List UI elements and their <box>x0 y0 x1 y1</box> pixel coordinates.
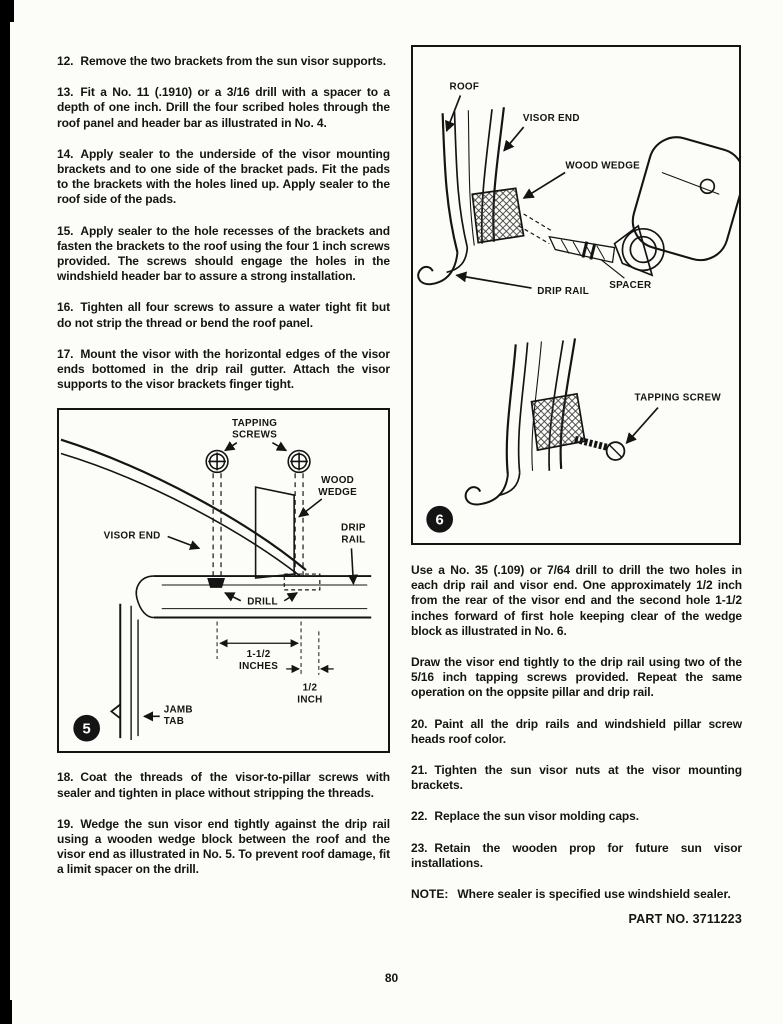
step-number: 17. <box>57 346 74 361</box>
step-number: 23. <box>411 840 428 855</box>
fig5-label-drip-rail: RAIL <box>341 534 366 546</box>
para-drill-holes <box>411 563 742 639</box>
right-column <box>411 45 742 926</box>
step-number: 18. <box>57 770 74 785</box>
step-text: Retain the wooden prop for future sun visor installations. <box>411 840 742 870</box>
step-text: Apply sealer to the underside of the visor mounting brackets and to one side of the bracket pads. Fit the pads to the brackets with the holes lined up. Apply sealer to the roof side of the pads. <box>57 146 390 207</box>
step-text: Mount the visor with the horizontal edges of the visor ends bottomed in the drip rail gutter. Attach the visor supports to the visor brackets finger tight. <box>57 346 390 392</box>
fig5-label-dim-long: INCHES <box>239 661 279 673</box>
step-text: Remove the two brackets from the sun visor supports. <box>80 54 386 68</box>
step-text: Replace the sun visor molding caps. <box>434 809 639 824</box>
figure-6 <box>411 45 741 545</box>
step-20 <box>411 717 742 747</box>
step-text: Apply sealer to the hole recesses of the brackets and fasten the brackets to the roof using the four 1 inch screws provided. The screws should engage the holes in the windshield header bar to assure a strong installation. <box>57 223 390 284</box>
scan-edge-artifact-top <box>0 0 14 22</box>
fig5-label-drip-rail: DRIP <box>341 523 366 535</box>
left-column <box>57 54 390 894</box>
step-number: 12. <box>57 54 74 68</box>
fig6-label-visor-end: VISOR END <box>522 113 580 125</box>
figure-5-illustration <box>59 410 388 751</box>
step-text: Coat the threads of the visor-to-pillar screws with sealer and tighten in place without stripping the threads. <box>57 770 390 800</box>
step-number: 19. <box>57 816 74 831</box>
step-text: Use a No. 35 (.109) or 7/64 drill to drill the two holes in each drip rail and visor end. One approximately 1/2 inch from the rear of the visor end and the second hole 1-1/2 inches forward of first hole keeping clear of the wedge block as illustrated in No. 6. <box>411 563 742 638</box>
fig6-label-roof: ROOF <box>449 81 480 93</box>
step-16 <box>57 300 390 330</box>
fig5-label-tapping-screws: TAPPING <box>232 418 278 430</box>
figure-5 <box>57 408 390 753</box>
figure-5-number: 5 <box>82 722 91 739</box>
step-text: Wedge the sun visor end tightly against the drip rail using a wooden wedge block between the roof and the visor end as illustrated in No. 5. To prevent roof damage, fit a limit spacer on the drill. <box>57 816 390 877</box>
fig5-label-tapping-screws: SCREWS <box>232 430 278 442</box>
part-number: PART NO. 3711223 <box>628 912 742 927</box>
step-number: 20. <box>411 716 428 731</box>
step-19 <box>57 817 390 878</box>
step-number: 15. <box>57 223 74 238</box>
scan-edge-artifact <box>0 0 10 1024</box>
fig5-label-jamb-tab: TAB <box>163 716 185 728</box>
fig6-label-tapping-screw: TAPPING SCREW <box>634 392 721 404</box>
step-23 <box>411 841 742 871</box>
fig5-label-wood-wedge: WEDGE <box>318 487 357 499</box>
step-number: 13. <box>57 85 74 100</box>
note-label: NOTE: <box>411 887 449 902</box>
step-number: 21. <box>411 763 428 778</box>
step-number: 16. <box>57 300 74 315</box>
fig5-label-jamb-tab: JAMB <box>163 704 193 716</box>
para-draw-visor <box>411 655 742 701</box>
fig5-label-visor-end: VISOR END <box>103 530 161 542</box>
step-number: 14. <box>57 146 74 161</box>
fig5-label-dim-short: 1/2 <box>302 683 318 695</box>
note <box>411 887 742 902</box>
page-number: 80 <box>384 971 399 985</box>
figure-6-illustration <box>413 47 739 543</box>
fig6-label-wood-wedge: WOOD WEDGE <box>565 160 641 172</box>
figure-6-number: 6 <box>435 512 444 529</box>
step-13 <box>57 85 390 131</box>
step-18 <box>57 770 390 800</box>
step-text: Draw the visor end tightly to the drip rail using two of the 5/16 inch tapping screws provided. Repeat the same operation on the oppsite pillar and drip rail. <box>411 655 742 700</box>
step-15 <box>57 224 390 285</box>
fig6-label-drip-rail: DRIP RAIL <box>537 286 590 298</box>
step-text: Tighten the sun visor nuts at the visor mounting brackets. <box>411 763 742 793</box>
figure-6-line-art <box>418 95 739 504</box>
step-22 <box>411 809 742 824</box>
step-number: 22. <box>411 809 428 824</box>
step-text: Fit a No. 11 (.1910) or a 3/16 drill with a spacer to a depth of one inch. Drill the four scribed holes through the roof panel and header bar as illustrated in No. 4. <box>57 85 390 130</box>
step-17 <box>57 347 390 393</box>
fig5-label-dim-long: 1-1/2 <box>246 649 271 661</box>
step-text: Paint all the drip rails and windshield pillar screw heads roof color. <box>411 716 742 746</box>
step-12 <box>57 54 390 69</box>
fig5-label-wood-wedge: WOOD <box>321 475 355 487</box>
fig5-label-drill: DRILL <box>247 597 278 609</box>
fig5-label-dim-short: INCH <box>297 694 323 706</box>
fig6-label-spacer: SPACER <box>609 280 652 292</box>
step-21 <box>411 763 742 793</box>
step-14 <box>57 147 390 208</box>
scan-edge-artifact-bottom <box>0 1000 12 1024</box>
step-text: Tighten all four screws to assure a water tight fit but do not strip the thread or bend the roof panel. <box>57 300 390 330</box>
note-text: Where sealer is specified use windshield sealer. <box>457 887 731 902</box>
